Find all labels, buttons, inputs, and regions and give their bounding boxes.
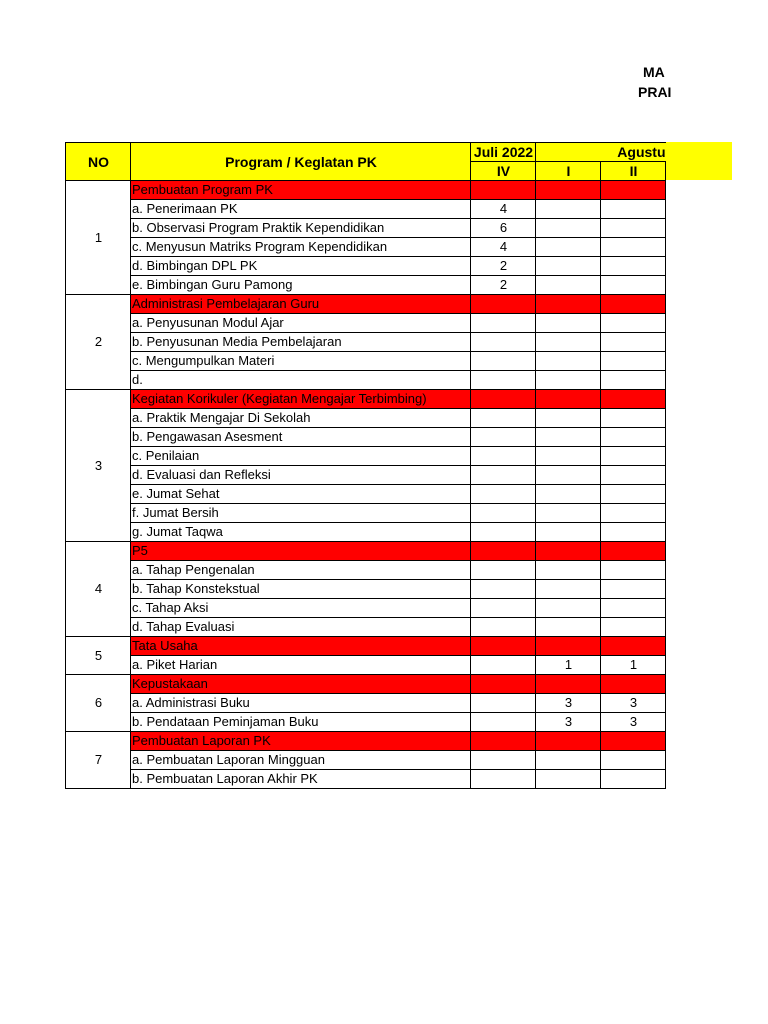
week-value-cell bbox=[536, 257, 601, 276]
activity-label: c. Menyusun Matriks Program Kependidikan bbox=[131, 238, 471, 257]
group-week-cell bbox=[536, 637, 601, 656]
week-value-cell bbox=[601, 200, 666, 219]
group-week-cell bbox=[536, 675, 601, 694]
week-value-cell bbox=[471, 447, 536, 466]
group-week-cell bbox=[471, 542, 536, 561]
group-number: 4 bbox=[66, 542, 131, 637]
week-value-cell: 3 bbox=[601, 694, 666, 713]
activity-label: b. Pengawasan Asesment bbox=[131, 428, 471, 447]
table-row bbox=[66, 314, 666, 333]
table-row bbox=[66, 466, 666, 485]
column-header-no: NO bbox=[66, 143, 131, 181]
group-week-cell bbox=[536, 732, 601, 751]
activity-label: a. Penerimaan PK bbox=[131, 200, 471, 219]
week-value-cell bbox=[601, 352, 666, 371]
week-value-cell bbox=[471, 656, 536, 675]
group-week-cell bbox=[471, 390, 536, 409]
schedule-table bbox=[65, 142, 666, 789]
week-value-cell bbox=[601, 371, 666, 390]
week-value-cell: 3 bbox=[536, 713, 601, 732]
week-value-cell: 1 bbox=[601, 656, 666, 675]
column-header-program: Program / Keglatan PK bbox=[131, 143, 471, 181]
activity-label: e. Jumat Sehat bbox=[131, 485, 471, 504]
schedule-body bbox=[66, 181, 666, 789]
week-value-cell bbox=[536, 466, 601, 485]
week-value-cell bbox=[471, 352, 536, 371]
activity-label: d. bbox=[131, 371, 471, 390]
week-value-cell bbox=[536, 618, 601, 637]
week-value-cell bbox=[471, 599, 536, 618]
activity-label: f. Jumat Bersih bbox=[131, 504, 471, 523]
table-row bbox=[66, 200, 666, 219]
table-row bbox=[66, 447, 666, 466]
week-value-cell bbox=[536, 561, 601, 580]
column-header-month-agustus: Agustu bbox=[536, 143, 666, 162]
week-value-cell bbox=[536, 276, 601, 295]
week-value-cell bbox=[601, 333, 666, 352]
table-row bbox=[66, 333, 666, 352]
activity-label: e. Bimbingan Guru Pamong bbox=[131, 276, 471, 295]
week-value-cell bbox=[601, 257, 666, 276]
week-value-cell bbox=[601, 238, 666, 257]
group-week-cell bbox=[471, 295, 536, 314]
page-title-line-2: PRAI bbox=[638, 84, 672, 100]
table-row bbox=[66, 257, 666, 276]
table-row bbox=[66, 618, 666, 637]
group-title: Tata Usaha bbox=[131, 637, 471, 656]
week-value-cell: 3 bbox=[536, 694, 601, 713]
group-title: P5 bbox=[131, 542, 471, 561]
group-week-cell bbox=[471, 675, 536, 694]
week-value-cell: 4 bbox=[471, 200, 536, 219]
week-value-cell bbox=[471, 371, 536, 390]
group-week-cell bbox=[536, 181, 601, 200]
activity-label: b. Penyusunan Media Pembelajaran bbox=[131, 333, 471, 352]
table-row bbox=[66, 219, 666, 238]
week-value-cell bbox=[601, 466, 666, 485]
week-value-cell bbox=[536, 580, 601, 599]
week-value-cell bbox=[601, 770, 666, 789]
group-week-cell bbox=[601, 390, 666, 409]
table-row bbox=[66, 751, 666, 770]
week-value-cell bbox=[536, 219, 601, 238]
group-number: 3 bbox=[66, 390, 131, 542]
week-value-cell bbox=[536, 200, 601, 219]
week-value-cell bbox=[601, 276, 666, 295]
table-row bbox=[66, 770, 666, 789]
week-value-cell bbox=[536, 314, 601, 333]
group-week-cell bbox=[471, 637, 536, 656]
week-value-cell bbox=[601, 219, 666, 238]
week-value-cell bbox=[601, 618, 666, 637]
week-value-cell bbox=[601, 409, 666, 428]
activity-label: c. Mengumpulkan Materi bbox=[131, 352, 471, 371]
table-row bbox=[66, 599, 666, 618]
table-row bbox=[66, 656, 666, 675]
week-value-cell bbox=[536, 770, 601, 789]
week-value-cell bbox=[601, 751, 666, 770]
group-number: 7 bbox=[66, 732, 131, 789]
table-row bbox=[66, 713, 666, 732]
week-value-cell bbox=[471, 580, 536, 599]
group-week-cell bbox=[601, 181, 666, 200]
week-value-cell bbox=[471, 713, 536, 732]
column-header-week: IV bbox=[471, 162, 536, 181]
week-value-cell bbox=[536, 352, 601, 371]
week-value-cell bbox=[601, 428, 666, 447]
group-number: 1 bbox=[66, 181, 131, 295]
activity-label: b. Observasi Program Praktik Kependidikan bbox=[131, 219, 471, 238]
table-row bbox=[66, 580, 666, 599]
activity-label: b. Tahap Konstekstual bbox=[131, 580, 471, 599]
week-value-cell bbox=[471, 694, 536, 713]
week-value-cell bbox=[536, 238, 601, 257]
week-value-cell bbox=[536, 599, 601, 618]
activity-label: a. Praktik Mengajar Di Sekolah bbox=[131, 409, 471, 428]
week-value-cell bbox=[471, 333, 536, 352]
group-number: 6 bbox=[66, 675, 131, 732]
group-header-row bbox=[66, 732, 666, 751]
group-week-cell bbox=[471, 181, 536, 200]
week-value-cell bbox=[471, 314, 536, 333]
week-value-cell bbox=[536, 523, 601, 542]
group-week-cell bbox=[536, 390, 601, 409]
activity-label: d. Tahap Evaluasi bbox=[131, 618, 471, 637]
week-value-cell: 2 bbox=[471, 276, 536, 295]
table-row bbox=[66, 371, 666, 390]
group-week-cell bbox=[601, 295, 666, 314]
week-value-cell bbox=[601, 580, 666, 599]
group-week-cell bbox=[601, 542, 666, 561]
group-header-row bbox=[66, 181, 666, 200]
week-value-cell bbox=[601, 447, 666, 466]
week-value-cell bbox=[536, 504, 601, 523]
week-value-cell bbox=[601, 314, 666, 333]
group-header-row bbox=[66, 637, 666, 656]
activity-label: a. Penyusunan Modul Ajar bbox=[131, 314, 471, 333]
activity-label: a. Administrasi Buku bbox=[131, 694, 471, 713]
table-row bbox=[66, 276, 666, 295]
week-value-cell: 1 bbox=[536, 656, 601, 675]
table-row bbox=[66, 238, 666, 257]
week-value-cell bbox=[536, 428, 601, 447]
activity-label: b. Pembuatan Laporan Akhir PK bbox=[131, 770, 471, 789]
group-title: Kepustakaan bbox=[131, 675, 471, 694]
group-number: 2 bbox=[66, 295, 131, 390]
week-value-cell bbox=[601, 485, 666, 504]
page-title-line-1: MA bbox=[643, 64, 665, 80]
table-row bbox=[66, 485, 666, 504]
group-header-row bbox=[66, 675, 666, 694]
column-header-week: II bbox=[601, 162, 666, 181]
activity-label: d. Evaluasi dan Refleksi bbox=[131, 466, 471, 485]
week-value-cell bbox=[601, 523, 666, 542]
group-week-cell bbox=[471, 732, 536, 751]
week-value-cell bbox=[471, 618, 536, 637]
group-week-cell bbox=[601, 637, 666, 656]
week-value-cell: 4 bbox=[471, 238, 536, 257]
week-value-cell bbox=[471, 561, 536, 580]
activity-label: g. Jumat Taqwa bbox=[131, 523, 471, 542]
column-header-week: I bbox=[536, 162, 601, 181]
activity-label: c. Penilaian bbox=[131, 447, 471, 466]
week-value-cell bbox=[536, 485, 601, 504]
group-header-row bbox=[66, 542, 666, 561]
table-row bbox=[66, 523, 666, 542]
activity-label: a. Piket Harian bbox=[131, 656, 471, 675]
activity-label: c. Tahap Aksi bbox=[131, 599, 471, 618]
week-value-cell bbox=[601, 599, 666, 618]
week-value-cell bbox=[471, 409, 536, 428]
week-value-cell bbox=[471, 523, 536, 542]
table-row bbox=[66, 694, 666, 713]
group-week-cell bbox=[601, 732, 666, 751]
activity-label: d. Bimbingan DPL PK bbox=[131, 257, 471, 276]
week-value-cell bbox=[471, 504, 536, 523]
week-value-cell bbox=[471, 428, 536, 447]
activity-label: b. Pendataan Peminjaman Buku bbox=[131, 713, 471, 732]
week-value-cell bbox=[601, 504, 666, 523]
column-header-month-juli: Juli 2022 bbox=[471, 143, 536, 162]
week-value-cell bbox=[471, 751, 536, 770]
table-row bbox=[66, 409, 666, 428]
week-value-cell bbox=[471, 466, 536, 485]
group-week-cell bbox=[536, 542, 601, 561]
week-value-cell bbox=[536, 371, 601, 390]
week-value-cell bbox=[536, 751, 601, 770]
table-row bbox=[66, 352, 666, 371]
group-title: Pembuatan Laporan PK bbox=[131, 732, 471, 751]
week-value-cell bbox=[536, 447, 601, 466]
week-value-cell bbox=[471, 485, 536, 504]
group-week-cell bbox=[536, 295, 601, 314]
table-row bbox=[66, 504, 666, 523]
group-title: Administrasi Pembelajaran Guru bbox=[131, 295, 471, 314]
group-header-row bbox=[66, 295, 666, 314]
group-week-cell bbox=[601, 675, 666, 694]
week-value-cell bbox=[536, 333, 601, 352]
header-overflow-fill bbox=[666, 142, 732, 180]
week-value-cell: 6 bbox=[471, 219, 536, 238]
group-number: 5 bbox=[66, 637, 131, 675]
group-title: Kegiatan Korikuler (Kegiatan Mengajar Terbimbing) bbox=[131, 390, 471, 409]
table-row bbox=[66, 561, 666, 580]
week-value-cell: 2 bbox=[471, 257, 536, 276]
activity-label: a. Pembuatan Laporan Mingguan bbox=[131, 751, 471, 770]
week-value-cell bbox=[601, 561, 666, 580]
activity-label: a. Tahap Pengenalan bbox=[131, 561, 471, 580]
week-value-cell: 3 bbox=[601, 713, 666, 732]
week-value-cell bbox=[536, 409, 601, 428]
table-row bbox=[66, 428, 666, 447]
group-title: Pembuatan Program PK bbox=[131, 181, 471, 200]
group-header-row bbox=[66, 390, 666, 409]
week-value-cell bbox=[471, 770, 536, 789]
